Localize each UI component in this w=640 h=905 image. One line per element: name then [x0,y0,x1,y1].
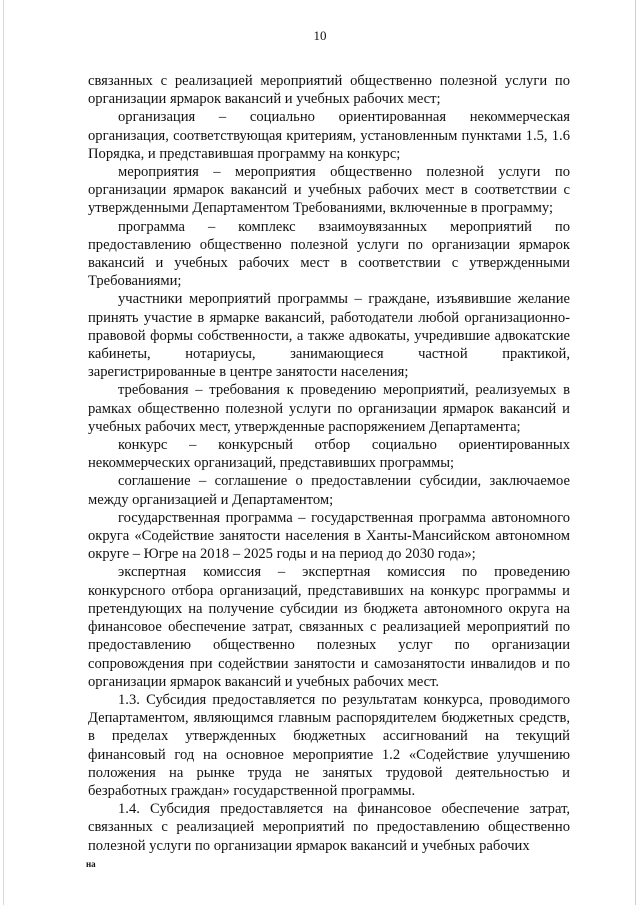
document-body [88,72,570,855]
paragraph-program-definition: программа – комплекс взаимоувязанных мероприятий по предоставлению общественно полезной услуги по организации ярмарок вакансий и учебных рабочих мест в соответствии с утвержденными Требованиями; [88,218,570,290]
paragraph-requirements-definition: требования – требования к проведению мероприятий, реализуемых в рамках общественно полезной услуги по организации ярмарок вакансий и учебных рабочих мест, утвержденные распоряжением Департамента; [88,382,570,435]
paragraph-continuation: связанных с реализацией мероприятий общественно полезной услуги по организации ярмарок вакансий и учебных рабочих мест; [88,73,570,108]
paragraph-expert-commission-definition: экспертная комиссия – экспертная комиссия по проведению конкурсного отбора организаций, представивших на конкурс программы и претендующих на получение субсидии из бюджета автономного округа на финансовое обеспечение затрат, связанных с реализацией мероприятий по предоставлению общественно полезных услуг по организации сопровождения при содействии занятости и самозанятости инвалидов и по организации ярмарок вакансий и учебных рабочих мест. [88,564,570,690]
page-number: 10 [313,28,327,43]
paragraph-organization-definition: организация – социально ориентированная некоммерческая организация, соответствующая критериям, установленным пунктами 1.5, 1.6 Порядка, и представившая программу на конкурс; [88,109,570,162]
paragraph-activities-definition: мероприятия – мероприятия общественно полезной услуги по организации ярмарок вакансий и учебных рабочих мест в соответствии с утвержденными Департаментом Требованиями, включенные в программу; [88,164,570,217]
right-margin-line [635,0,636,905]
paragraph-clause-1-3: 1.3. Субсидия предоставляется по результатам конкурса, проводимого Департаментом, являющимся главным распорядителем бюджетных средств, в пределах утвержденных бюджетных ассигнований на текущий финансовый год на основное мероприятие 1.2 «Содействие улучшению положения на рынке труда не занятых трудовой деятельностью и безработных граждан» государственной программы. [88,691,570,799]
paragraph-agreement-definition: соглашение – соглашение о предоставлении субсидии, заключаемое между организацией и Департаментом; [88,473,570,508]
footer-mark: на [86,859,96,869]
paragraph-contest-definition: конкурс – конкурсный отбор социально ориентированных некоммерческих организаций, представивших программы; [88,437,570,472]
left-margin-line [3,0,4,905]
paragraph-state-program-definition: государственная программа – государственная программа автономного округа «Содействие занятости населения в Ханты-Мансийском автономном округе – Югре на 2018 – 2025 годы и на период до 2030 года»; [88,509,570,563]
paragraph-clause-1-4: 1.4. Субсидия предоставляется на финансовое обеспечение затрат, связанных с реализацией мероприятий по предоставлению общественно полезной услуги по организации ярмарок вакансий и учебных рабочих [88,801,570,854]
paragraph-participants-definition: участники мероприятий программы – граждане, изъявившие желание принять участие в ярмарке вакансий, работодатели любой организационно-правовой формы собственности, а также адвокаты, учредившие адвокатские кабинеты, нотариусы, занимающиеся частной практикой, зарегистрированные в центре занятости населения; [88,291,570,381]
